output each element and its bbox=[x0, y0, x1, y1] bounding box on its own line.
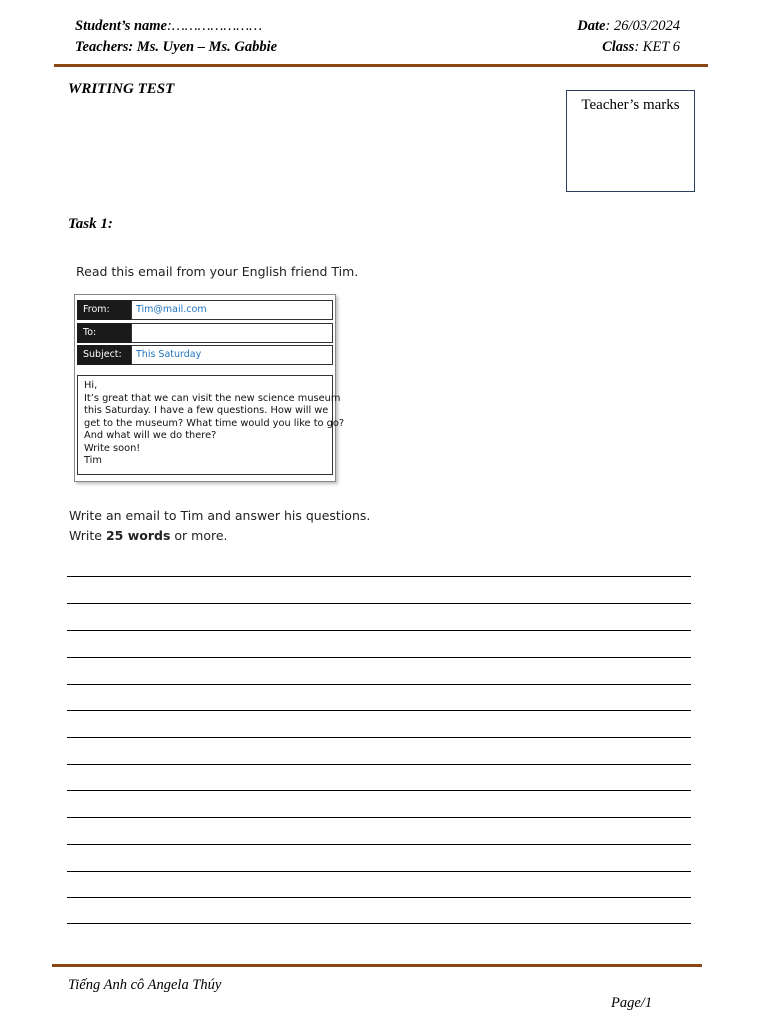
writing-line[interactable] bbox=[67, 764, 691, 765]
word-count-suffix: or more. bbox=[170, 528, 228, 543]
email-from-row bbox=[77, 300, 333, 320]
writing-instruction-1: Write an email to Tim and answer his questions. bbox=[69, 508, 371, 523]
student-name-dots: :………………… bbox=[166, 18, 263, 34]
email-from-label: From: bbox=[77, 300, 131, 320]
email-body-line: It’s great that we can visit the new science museum bbox=[84, 392, 341, 404]
email-to-row bbox=[77, 323, 333, 343]
writing-line[interactable] bbox=[67, 871, 691, 872]
writing-line[interactable] bbox=[67, 817, 691, 818]
writing-line[interactable] bbox=[67, 710, 691, 711]
writing-line[interactable] bbox=[67, 576, 691, 577]
email-subject-value: This Saturday bbox=[131, 345, 333, 365]
student-name-label: Student’s name bbox=[75, 18, 167, 34]
writing-line[interactable] bbox=[67, 737, 691, 738]
page-number: Page/1 bbox=[611, 995, 653, 1011]
email-subject-label: Subject: bbox=[77, 345, 131, 365]
writing-line[interactable] bbox=[67, 923, 691, 924]
word-count: 25 words bbox=[105, 528, 171, 543]
email-to-label: To: bbox=[77, 323, 131, 343]
email-from-value: Tim@mail.com bbox=[131, 300, 333, 320]
teacher-marks-label: Teacher’s marks bbox=[581, 97, 680, 113]
student-name-field bbox=[75, 16, 262, 36]
email-body-line: And what will we do there? bbox=[84, 430, 217, 441]
task-label: Task 1: bbox=[68, 216, 113, 232]
date-field bbox=[577, 16, 680, 36]
class-field bbox=[602, 37, 680, 57]
footer-divider bbox=[52, 964, 702, 967]
email-instruction: Read this email from your English friend Tim. bbox=[76, 264, 359, 279]
email-to-value bbox=[131, 323, 333, 343]
date-label: Date bbox=[577, 18, 606, 34]
email-body-line: Hi, bbox=[84, 380, 98, 391]
email-body-line: get to the museum? What time would you like to go? bbox=[84, 417, 345, 429]
teachers-line: Teachers: Ms. Uyen – Ms. Gabbie bbox=[75, 39, 278, 55]
email-body-line: Write soon! bbox=[84, 442, 141, 454]
class-label: Class bbox=[602, 39, 635, 55]
date-value: : 26/03/2024 bbox=[605, 18, 680, 34]
footer-author: Tiếng Anh cô Angela Thúy bbox=[68, 977, 222, 993]
writing-instruction-2 bbox=[69, 528, 228, 543]
teacher-marks-box bbox=[566, 90, 695, 192]
writing-line[interactable] bbox=[67, 684, 691, 685]
email-body bbox=[77, 375, 345, 475]
writing-line[interactable] bbox=[67, 844, 691, 845]
writing-line[interactable] bbox=[67, 657, 691, 658]
word-count-prefix: Write bbox=[69, 528, 106, 543]
page-title: WRITING TEST bbox=[68, 81, 175, 97]
writing-line[interactable] bbox=[67, 630, 691, 631]
writing-line[interactable] bbox=[67, 790, 691, 791]
class-value: : KET 6 bbox=[634, 39, 680, 55]
writing-line[interactable] bbox=[67, 603, 691, 604]
header-divider bbox=[54, 64, 708, 67]
email-body-line: Tim bbox=[84, 455, 102, 466]
email-card bbox=[74, 294, 345, 482]
email-body-line: this Saturday. I have a few questions. How will we bbox=[84, 405, 329, 416]
email-subject-row bbox=[77, 345, 333, 365]
writing-line[interactable] bbox=[67, 897, 691, 898]
